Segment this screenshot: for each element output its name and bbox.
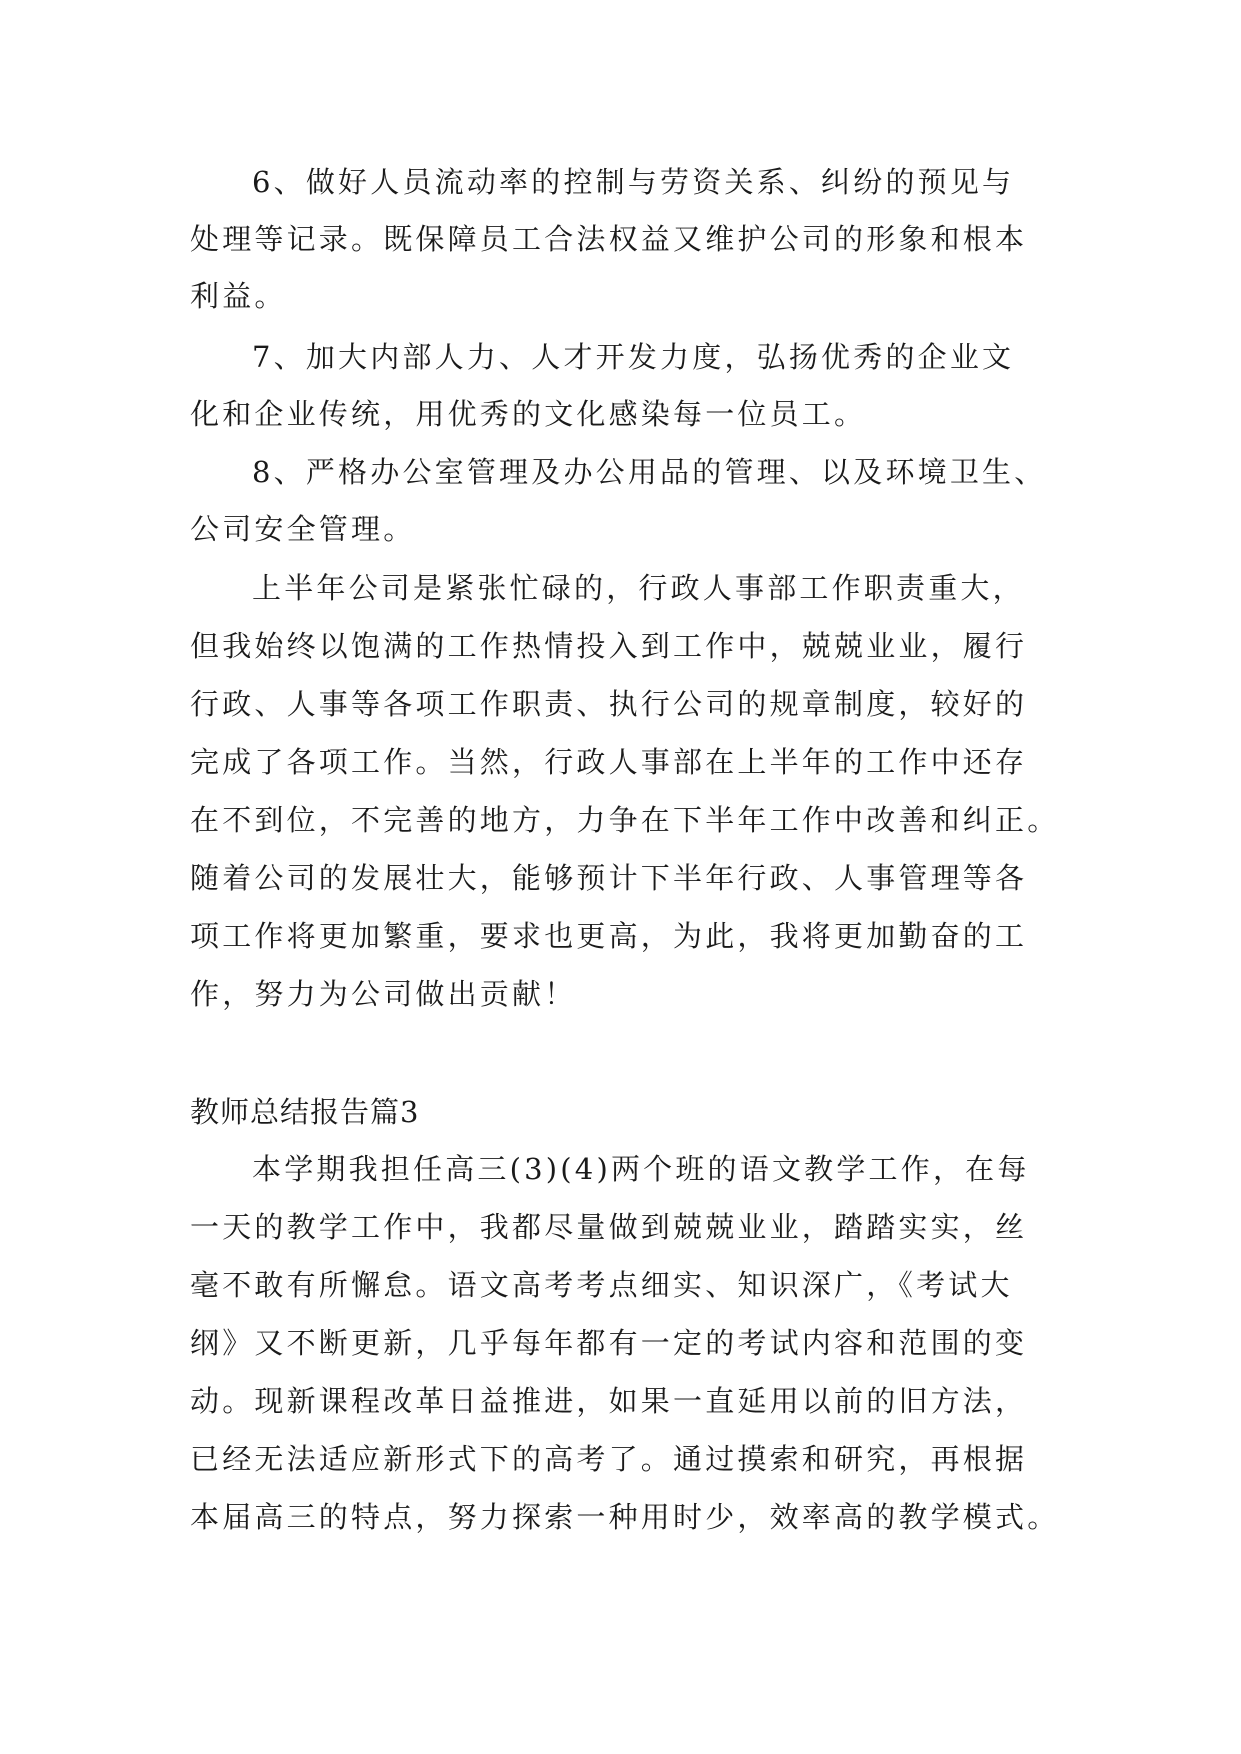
paragraph-line: 纲》又不断更新，几乎每年都有一定的考试内容和范围的变	[190, 1326, 1028, 1360]
paragraph-line: 毫不敢有所懈怠。语文高考考点细实、知识深广，《考试大	[190, 1268, 1013, 1302]
paragraph-line: 在不到位，不完善的地方，力争在下半年工作中改善和纠正。	[190, 803, 1060, 837]
paragraph-line: 本学期我担任高三(3)(4)两个班的语文教学工作，在每	[252, 1152, 1030, 1186]
paragraph-line: 项工作将更加繁重，要求也更高，为此，我将更加勤奋的工	[190, 919, 1028, 953]
paragraph-line: 上半年公司是紧张忙碌的，行政人事部工作职责重大，	[252, 571, 1025, 605]
paragraph-line: 动。现新课程改革日益推进，如果一直延用以前的旧方法，	[190, 1384, 1028, 1418]
paragraph-line: 化和企业传统，用优秀的文化感染每一位员工。	[190, 397, 867, 431]
paragraph-line: 8、严格办公室管理及办公用品的管理、以及环境卫生、	[252, 455, 1047, 489]
paragraph-line: 随着公司的发展壮大，能够预计下半年行政、人事管理等各	[190, 861, 1028, 895]
paragraph-line: 利益。	[190, 279, 287, 313]
paragraph-line: 作，努力为公司做出贡献！	[190, 977, 577, 1011]
paragraph-line: 处理等记录。既保障员工合法权益又维护公司的形象和根本	[190, 222, 1028, 256]
section-heading: 教师总结报告篇3	[190, 1095, 420, 1129]
paragraph-line: 但我始终以饱满的工作热情投入到工作中，兢兢业业，履行	[190, 629, 1028, 663]
paragraph-line: 公司安全管理。	[190, 512, 416, 546]
paragraph-line: 行政、人事等各项工作职责、执行公司的规章制度，较好的	[190, 687, 1028, 721]
paragraph-line: 本届高三的特点，努力探索一种用时少，效率高的教学模式。	[190, 1500, 1060, 1534]
paragraph-line: 完成了各项工作。当然，行政人事部在上半年的工作中还存	[190, 745, 1028, 779]
paragraph-line: 7、加大内部人力、人才开发力度，弘扬优秀的企业文	[252, 340, 1015, 374]
paragraph-line: 一天的教学工作中，我都尽量做到兢兢业业，踏踏实实，丝	[190, 1210, 1028, 1244]
paragraph-line: 已经无法适应新形式下的高考了。通过摸索和研究，再根据	[190, 1442, 1028, 1476]
paragraph-line: 6、做好人员流动率的控制与劳资关系、纠纷的预见与	[252, 165, 1015, 199]
